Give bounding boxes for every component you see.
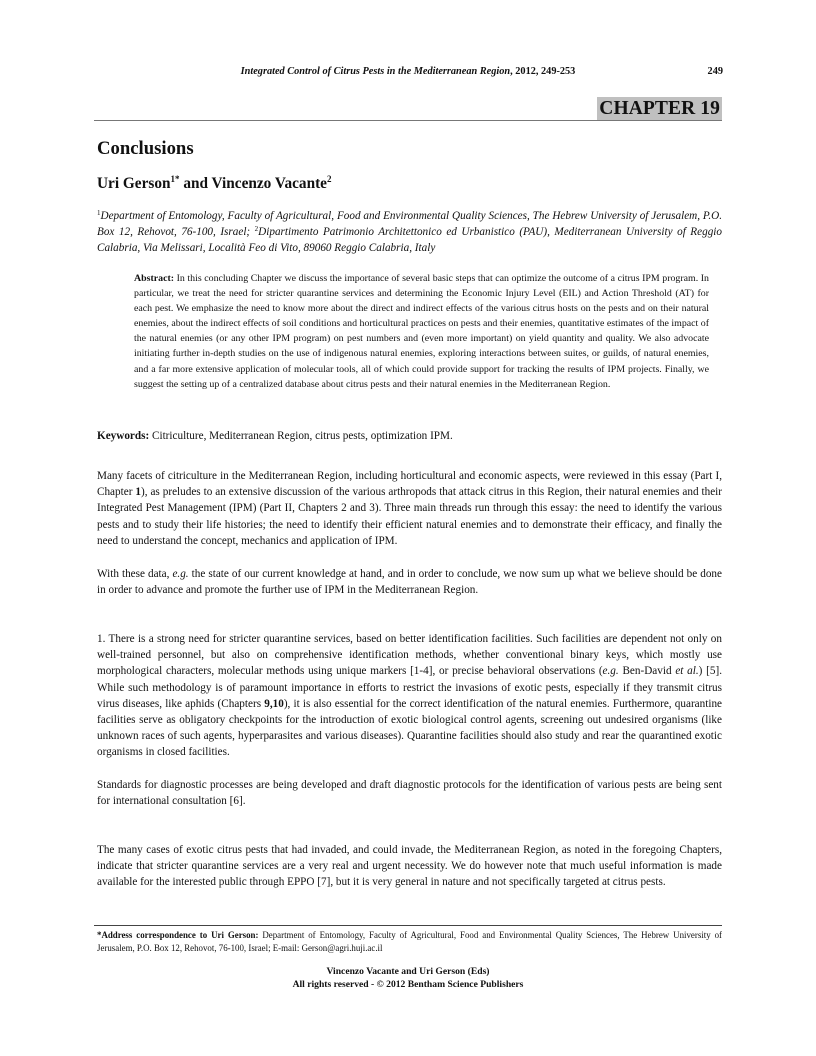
author-line xyxy=(97,175,331,193)
italic-text: e.g. xyxy=(602,665,619,678)
affiliation-2: Dipartimento Patrimonio Architettonico ed Urbanistico (PAU), Mediterranean University of Reggio Calabria, Via Melissari, Località Feo di Vito, 89060 Reggio Calabria, Italy xyxy=(97,226,722,255)
editors-line: Vincenzo Vacante and Uri Gerson (Eds) xyxy=(326,966,490,977)
chapter-label: CHAPTER 19 xyxy=(599,98,720,119)
text-run: ) [5]. While such methodology is of paramount importance in efforts to restrict the invasions of exotic pests, especially if they transmit citrus virus diseases, like aphids (Chapters xyxy=(97,665,723,710)
body-paragraph: Standards for diagnostic processes are being developed and draft diagnostic protocols for the identification of various pests are being sent for international consultation [6]. xyxy=(97,779,722,808)
italic-text: e.g. xyxy=(172,568,189,580)
text-run: 1. There is a strong need for stricter quarantine services, based on better identification facilities. Such facilities are dependent not only on well-trained personnel, but also on comprehensive identification methods, whether conventional binary keys, which mostly use morphological characters, molecular methods using unique markers [1-4], or precise behavioral observations ( xyxy=(97,633,722,678)
author-affiliation-mark: 2 xyxy=(326,174,332,184)
chapter-reference: 1 xyxy=(135,486,141,499)
affiliation-1: Department of Entomology, Faculty of Agricultural, Food and Environmental Quality Sciences, The Hebrew University of Jerusalem, P.O. Box 12, Rehovot, 76-100, Israel; xyxy=(97,210,722,239)
text-run: ), as preludes to an extensive discussion of the various arthropods that attack citrus in this Region, their natural enemies and their Integrated Pest Management (IPM) (Part II, Chapters 2 and 3). Three main threads run through this essay: the need to identify the various pests and to study their life histories; the need to identify their efficient natural enemies and to demonstrate their efficacy, and finally the need to understand the concept, mechanics and application of IPM. xyxy=(97,486,723,547)
footnote-divider xyxy=(94,925,722,926)
author-affiliation-mark: 1* xyxy=(170,174,180,184)
footnote-label: *Address correspondence to Uri Gerson: xyxy=(97,930,259,940)
keywords-label: Keywords: xyxy=(97,430,150,442)
correspondence-footnote xyxy=(97,929,722,955)
chapter-reference: 9,10 xyxy=(264,697,284,710)
article-title: Conclusions xyxy=(97,138,194,159)
affiliation-mark: 2 xyxy=(254,225,259,234)
text-run: Many facets of citriculture in the Mediterranean Region, including horticultural and economic aspects, were reviewed in this essay (Part I, Chapter xyxy=(97,470,722,499)
body-paragraph xyxy=(97,468,722,549)
page-number: 249 xyxy=(707,66,723,77)
journal-title-details: , 2012, 249-253 xyxy=(510,66,576,77)
footnote-text: Department of Entomology, Faculty of Agricultural, Food and Environmental Quality Sciences, The Hebrew University of Jerusalem, P.O. Box 12, Rehovot, 76-100, Israel; E-mail: Gerson@agri.huji.ac.il xyxy=(97,930,722,954)
italic-text: et al. xyxy=(675,665,699,678)
text-run: the state of our current knowledge at hand, and in order to conclude, we now sum up what we believe should be done in order to advance and promote the further use of IPM in the Mediterranean Region. xyxy=(97,568,722,597)
keywords xyxy=(97,430,722,442)
body-paragraph xyxy=(97,631,722,761)
journal-title-italic: Integrated Control of Citrus Pests in the Mediterranean Region xyxy=(240,66,511,77)
author-separator: and xyxy=(179,175,212,192)
text-run: ), it is also essential for the correct identification of the natural enemies. Furthermore, quarantine facilities serve as obligatory checkpoints for the introduction of exotic biological control agents, screening out undesired organisms (like unknown races of such agents, hyperparasites and various diseases). Quarantine facilities should also study and rear the quarantined exotic organisms in closed facilities. xyxy=(97,697,723,759)
running-header xyxy=(0,66,816,82)
text-run: Ben-David xyxy=(618,665,676,678)
abstract-label: Abstract: xyxy=(134,273,175,284)
abstract-text: In this concluding Chapter we discuss the importance of several basic steps that can optimize the outcome of a citrus IPM program. In particular, we treat the need for stricter quarantine services and determining the Economic Injury Level (EIL) and Action Threshold (AT) for each pest. We emphasize the need to know more about the direct and indirect effects of the various citrus hosts on the pests and on their natural enemies, about the indirect effects of soil conditions and horticultural practices on pests and their enemies, quantitative estimates of the impact of the natural enemies (or any other IPM program) on pest numbers and (even more important) on yield quantity and quality. We also advocate initiating further in-depth studies on the use of indigenous natural enemies, exploring interactions between suites, or guilds, of natural enemies, and a far more extensive application of molecular tools, all of which could provide support for tracking the results of IPM projects. Finally, we suggest the setting up of a centralized database about citrus pests and their natural enemies in the Mediterranean Region. xyxy=(134,273,709,390)
keywords-text: Citriculture, Mediterranean Region, citrus pests, optimization IPM. xyxy=(149,430,453,442)
publisher-block xyxy=(0,965,816,991)
body-paragraph xyxy=(97,566,722,598)
author-name: Uri Gerson xyxy=(97,175,171,192)
copyright-line: All rights reserved - © 2012 Bentham Science Publishers xyxy=(292,979,524,990)
header-divider xyxy=(94,120,722,121)
affiliations xyxy=(97,208,722,257)
abstract xyxy=(134,271,709,392)
journal-title xyxy=(0,66,816,77)
body-paragraph: The many cases of exotic citrus pests that had invaded, and could invade, the Mediterranean Region, as noted in the foregoing Chapters, indicate that stricter quarantine services are a very real and urgent necessity. We do however note that much useful information is made available for the interested public through EPPO [7], but it is very general in nature and not specifically targeted at citrus pests. xyxy=(97,844,722,889)
author-name: Vincenzo Vacante xyxy=(211,175,327,192)
affiliation-mark: 1 xyxy=(97,209,101,217)
text-run: With these data, xyxy=(97,568,173,580)
